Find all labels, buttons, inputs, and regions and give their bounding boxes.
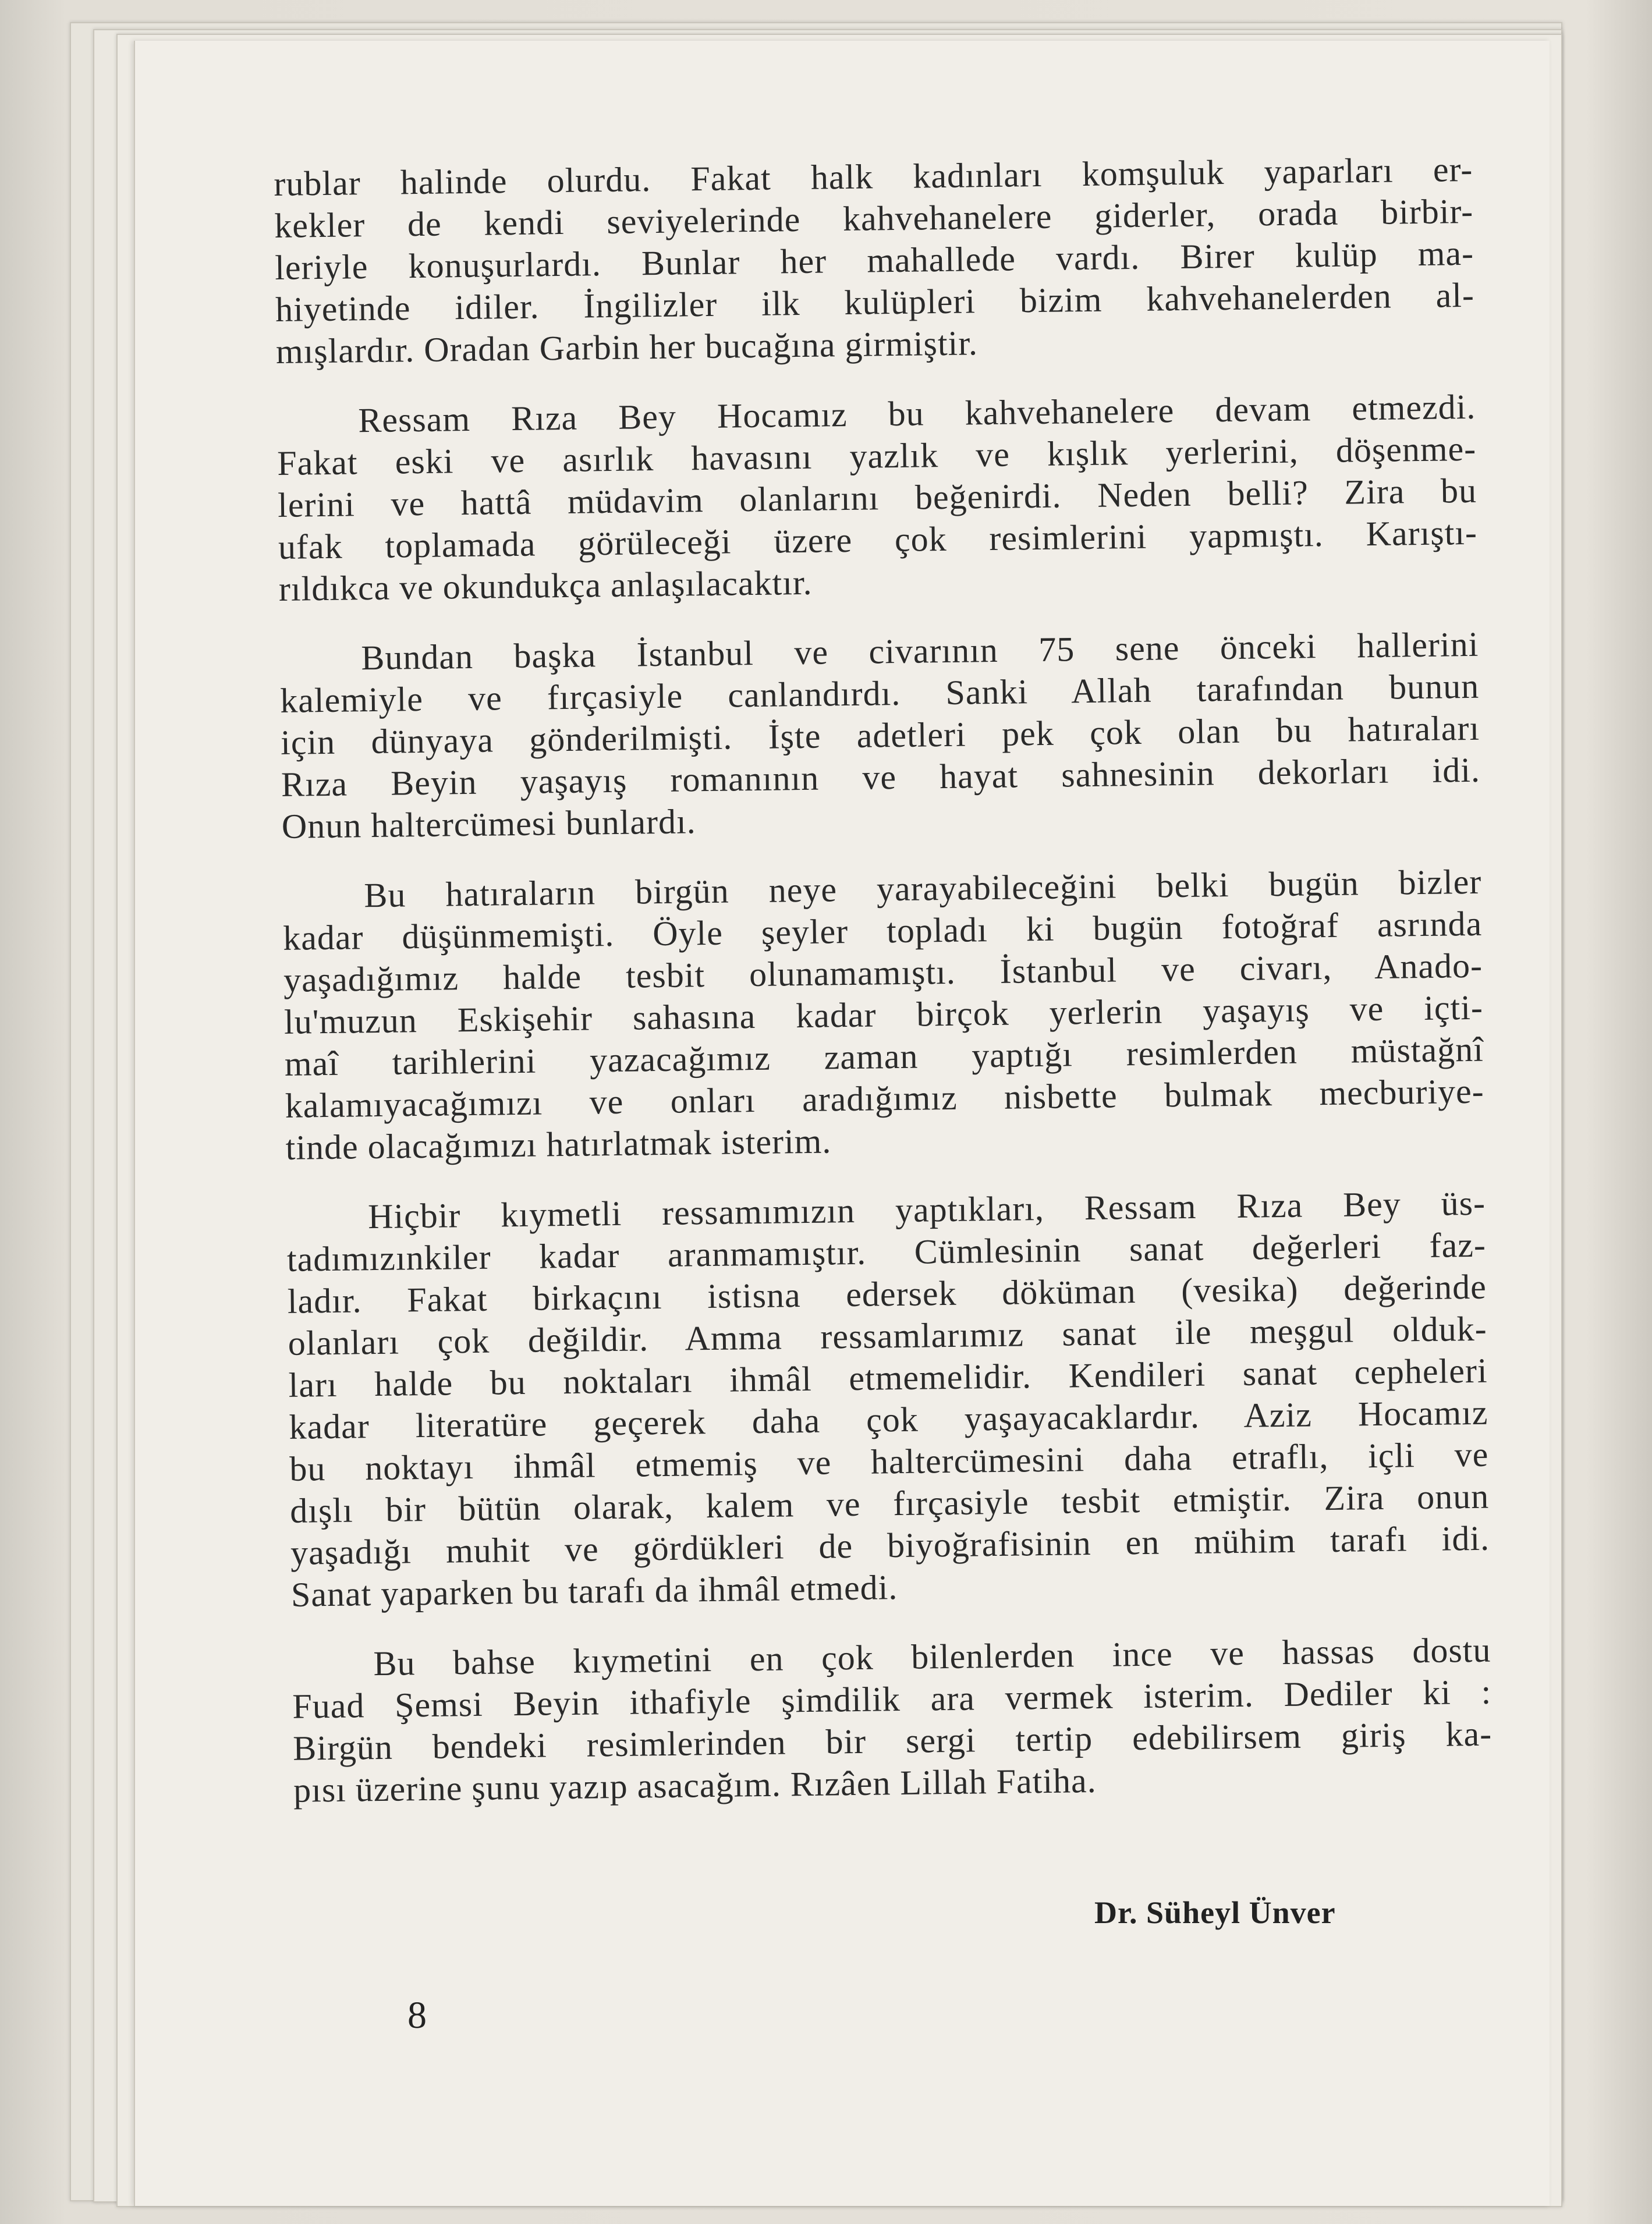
text-line: maî tarihlerini yazacağımız zaman yaptığı resimlerden müstağnî [284, 1030, 1484, 1083]
body-text [274, 148, 1493, 1839]
paragraph [276, 386, 1478, 610]
text-line: kalamıyacağımızı ve onları aradığımız nisbette bulmak mecburiye- [285, 1072, 1485, 1125]
text-line: Bundan başka İstanbul ve civarının 75 sene önceki hallerini [360, 625, 1479, 678]
text-line: kadar düşünmemişti. Öyle şeyler topladı ki bugün fotoğraf asrında [282, 904, 1483, 957]
text-line: tadımızınkiler kadar aranmamıştır. Cümlesinin sanat değerleri faz- [286, 1225, 1487, 1279]
text-line: hiyetinde idiler. İngilizler ilk kulüpleri bizim kahvehanelerden al- [275, 275, 1475, 329]
paragraph [286, 1182, 1491, 1616]
text-line: tinde olacağımızı hatırlatmak isterim. [285, 1122, 832, 1167]
text-line: Birgün bendeki resimlerinden bir sergi tertip edebilirsem giriş ka- [292, 1714, 1493, 1768]
text-line: için dünyaya gönderilmişti. İşte adetleri pek çok olan bu hatıraları [280, 708, 1480, 762]
text-line: Bu hatıraların birgün neye yarayabileceğini belki bugün bizler [363, 862, 1482, 915]
text-line: rublar halinde olurdu. Fakat halk kadınları komşuluk yaparları er- [274, 150, 1473, 203]
text-line: Ressam Rıza Bey Hocamız bu kahvehanelere devam etmezdi. [358, 387, 1476, 440]
text-line: mışlardır. Oradan Garbin her bucağına girmiştir. [275, 324, 979, 371]
text-line: Fuad Şemsi Beyin ithafiyle şimdilik ara vermek isterim. Dediler ki : [292, 1672, 1492, 1726]
author-signature: Dr. Süheyl Ünver [1094, 1895, 1336, 1930]
text-line: Rıza Beyin yaşayış romanının ve hayat sahnesinin dekorları idi. [281, 750, 1481, 804]
text-line: ları halde bu noktaları ihmâl etmemelidir. Kendileri sanat cepheleri [288, 1351, 1488, 1404]
text-line: olanları çok değildir. Amma ressamlarımız sanat ile meşgul olduk- [288, 1309, 1488, 1363]
text-line: kadar literatüre geçerek daha çok yaşayacaklardır. Aziz Hocamız [289, 1393, 1488, 1446]
page-number: 8 [407, 1994, 427, 2037]
text-line: Fakat eski ve asırlık havasını yazlık ve kışlık yerlerini, döşenme- [276, 429, 1477, 483]
paragraph [292, 1629, 1493, 1811]
text-line: yaşadığı muhit ve gördükleri de biyoğrafisinin en mühim tarafı idi. [290, 1519, 1490, 1572]
text-line: Hiçbir kıymetli ressamımızın yaptıkları, Ressam Rıza Bey üs- [367, 1183, 1486, 1236]
text-line: yaşadığımız halde tesbit olunamamıştı. İstanbul ve civarı, Anado- [283, 946, 1483, 999]
paragraph [274, 148, 1475, 373]
paragraph [282, 861, 1485, 1169]
text-line: ufak toplamada görüleceği üzere çok resimlerini yapmıştı. Karıştı- [278, 513, 1478, 566]
text-line: kekler de kendi seviyelerinde kahvehanelere giderler, orada birbir- [274, 191, 1474, 245]
paragraph [279, 623, 1481, 847]
text-line: dışlı bir bütün olarak, kalem ve fırçasiyle tesbit etmiştir. Zira onun [289, 1477, 1490, 1530]
text-line: lerini ve hattâ müdavim olanlarını beğenirdi. Neden belli? Zira bu [277, 471, 1477, 524]
text-line: kalemiyle ve fırçasiyle canlandırdı. Sanki Allah tarafından bunun [279, 666, 1480, 720]
text-line: pısı üzerine şunu yazıp asacağım. Rızâen Lillah Fatiha. [293, 1761, 1097, 1810]
text-line: bu noktayı ihmâl etmemiş ve haltercümesini daha etraflı, içli ve [289, 1435, 1489, 1488]
text-line: ladır. Fakat birkaçını istisna edersek döküman (vesika) değerinde [287, 1267, 1487, 1321]
text-line: leriyle konuşurlardı. Bunlar her mahallede vardı. Birer kulüp ma- [274, 233, 1474, 287]
text-line: Onun haltercümesi bunlardı. [281, 802, 697, 846]
text-line: Bu bahse kıymetini en çok bilenlerden ince ve hassas dostu [373, 1630, 1491, 1683]
text-line: rıldıkca ve okundukça anlaşılacaktır. [278, 563, 813, 608]
text-line: lu'muzun Eskişehir sahasına kadar birçok yerlerin yaşayış ve içti- [283, 988, 1484, 1041]
text-line: Sanat yaparken bu tarafı da ihmâl etmedi. [290, 1568, 898, 1614]
